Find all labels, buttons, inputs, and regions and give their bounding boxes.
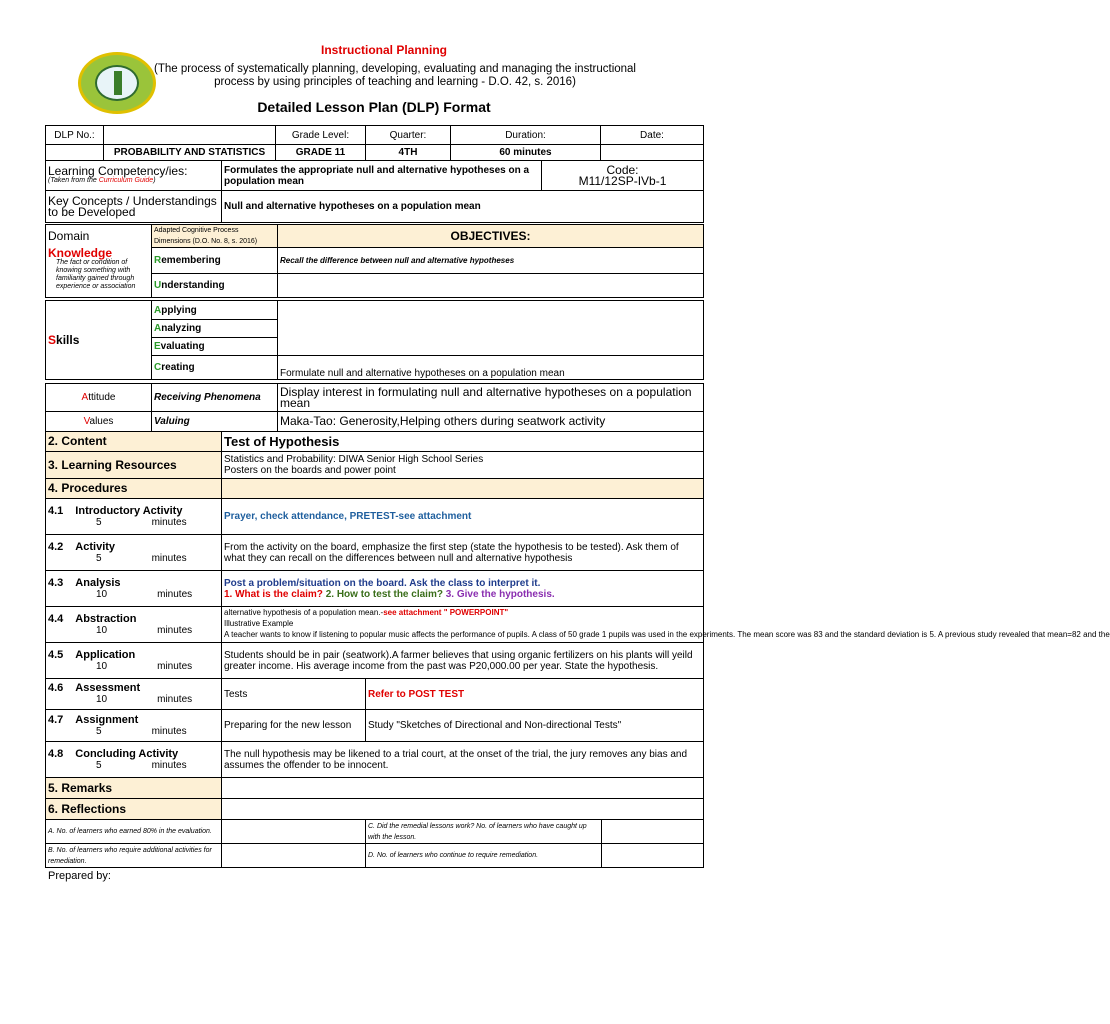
- knowledge-label: Knowledge: [48, 245, 113, 260]
- resources-label: 3. Learning Resources: [46, 452, 222, 479]
- remembering-objective: Recall the difference between null and alternative hypotheses: [278, 248, 704, 274]
- procedure-row-4-1: [46, 499, 704, 535]
- procedure-row-4-2: [46, 535, 704, 571]
- procedure-right-4-6: Refer to POST TEST: [366, 679, 704, 710]
- knowledge-table: [45, 224, 704, 298]
- competency-table: [45, 160, 704, 223]
- attitude-table: [45, 383, 704, 432]
- evaluating-label: Evaluating: [152, 338, 278, 356]
- dlp-no-label: DLP No.:: [46, 126, 104, 145]
- duration-label: Duration:: [451, 126, 601, 145]
- remembering-label: Remembering: [152, 248, 278, 274]
- subtitle-line-2: process by using principles of teaching and learning - D.O. 42, s. 2016): [214, 76, 576, 88]
- procedures-label: 4. Procedures: [46, 479, 222, 499]
- concepts-text: Null and alternative hypotheses on a population mean: [222, 191, 704, 223]
- reflections-field[interactable]: [222, 799, 704, 820]
- procedure-label-4-8: 4.8 Concluding Activity 5 minutes: [46, 742, 222, 778]
- procedure-row-4-4: [46, 607, 704, 643]
- quarter-value: 4TH: [366, 145, 451, 161]
- understanding-objective: [278, 274, 704, 298]
- procedure-text-4-4: alternative hypothesis of a population mean.-see attachment " POWERPOINT" Illustrative Example A teacher wants to know if listening to popular music affects the performance of pupils. A class of 50 grade 1 pupils was used in the experiments. The mean score was 83 and the standard deviation is 5. A previous study revealed that mean=82 and the: [222, 607, 704, 643]
- reflection-c-label: C. Did the remedial lessons work? No. of learners who have caught up with the lesson.: [366, 820, 602, 844]
- reflection-b-label: B. No. of learners who require additional activities for remediation.: [46, 844, 222, 868]
- procedure-label-4-7: 4.7 Assignment 5 minutes: [46, 710, 222, 742]
- procedure-text-4-8: The null hypothesis may be likened to a trial court, at the onset of the trial, the jury removes any bias and assumes the offender to be innocent.: [222, 742, 704, 778]
- date-label: Date:: [601, 126, 704, 145]
- domain-label: Domain: [46, 225, 152, 248]
- content-label: 2. Content: [46, 432, 222, 452]
- content-text: Test of Hypothesis: [222, 432, 704, 452]
- procedure-left-4-6: Tests: [222, 679, 366, 710]
- reflections-table: [45, 777, 704, 868]
- remarks-label: 5. Remarks: [46, 778, 222, 799]
- info-table: [45, 125, 704, 161]
- remarks-field[interactable]: [222, 778, 704, 799]
- procedure-row-4-7: [46, 710, 704, 742]
- date-value[interactable]: [601, 145, 704, 161]
- procedure-label-4-3: 4.3 Analysis 10 minutes: [46, 571, 222, 607]
- dlp-no-value[interactable]: [104, 126, 276, 145]
- page-subtitle: [130, 63, 660, 89]
- prepared-by-label: Prepared by:: [48, 870, 111, 882]
- resources-text: [222, 452, 704, 479]
- duration-value: 60 minutes: [451, 145, 601, 161]
- reflection-c-field[interactable]: [602, 820, 704, 844]
- procedure-row-4-3: [46, 571, 704, 607]
- knowledge-desc: The fact or condition of knowing something with familiarity gained through experience or association: [56, 258, 136, 290]
- attitude-level: Receiving Phenomena: [152, 384, 278, 412]
- page-title: Instructional Planning: [320, 43, 447, 57]
- quarter-label: Quarter:: [366, 126, 451, 145]
- skills-label: Skills: [46, 301, 152, 380]
- creating-label: Creating: [152, 356, 278, 380]
- procedure-label-4-6: 4.6 Assessment 10 minutes: [46, 679, 222, 710]
- reflection-a-field[interactable]: [222, 820, 366, 844]
- analyzing-label: Analyzing: [152, 320, 278, 338]
- competency-label: Learning Competency/ies:: [48, 164, 188, 178]
- code-value: M11/12SP-IVb-1: [578, 173, 667, 188]
- procedure-row-4-8: [46, 742, 704, 778]
- procedure-text-4-1: Prayer, check attendance, PRETEST-see attachment: [222, 499, 704, 535]
- knowledge-cell: [46, 245, 152, 298]
- values-label: Values: [46, 412, 152, 432]
- reflection-b-field[interactable]: [222, 844, 366, 868]
- procedure-row-4-5: [46, 643, 704, 679]
- competency-label-cell: [46, 161, 222, 191]
- reflection-a-label: A. No. of learners who earned 80% in the evaluation.: [46, 820, 222, 844]
- procedure-text-4-2: From the activity on the board, emphasize the first step (state the hypothesis to be tested). Ask them of what they can recall on the differences between null and alternative hypothesis: [222, 535, 704, 571]
- procedure-label-4-5: 4.5 Application 10 minutes: [46, 643, 222, 679]
- competency-text: Formulates the appropriate null and alternative hypotheses on a population mean: [222, 161, 542, 191]
- creating-objective: Formulate null and alternative hypotheses on a population mean: [278, 356, 704, 380]
- subject-value: PROBABILITY AND STATISTICS: [104, 145, 276, 161]
- procedure-row-4-6: [46, 679, 704, 710]
- procedure-label-4-4: 4.4 Abstraction 10 minutes: [46, 607, 222, 643]
- subject-blank: [46, 145, 104, 161]
- procedure-right-4-7: Study "Sketches of Directional and Non-directional Tests": [366, 710, 704, 742]
- code-label: Code:: [606, 162, 639, 177]
- attitude-objective: Display interest in formulating null and alternative hypotheses on a population mean: [278, 384, 704, 412]
- values-level: Valuing: [152, 412, 278, 432]
- skills-objective-blank: [278, 301, 704, 356]
- understanding-label: Understanding: [152, 274, 278, 298]
- reflection-d-label: D. No. of learners who continue to require remediation.: [366, 844, 602, 868]
- concepts-label: Key Concepts / Understandings to be Developed: [46, 191, 222, 223]
- resource-line-2: Posters on the boards and power point: [224, 465, 396, 476]
- content-table: [45, 431, 704, 499]
- objectives-label: OBJECTIVES:: [278, 225, 704, 248]
- procedure-label-4-2: 4.2 Activity 5 minutes: [46, 535, 222, 571]
- curriculum-guide-note: (Taken from the Curriculum Guide): [48, 177, 156, 184]
- seal-tree-icon: [114, 71, 122, 95]
- resource-line-1: Statistics and Probability: DIWA Senior High School Series: [224, 454, 484, 465]
- code-cell: [542, 161, 704, 191]
- acpd-label: Adapted Cognitive Process Dimensions (D.O. No. 8, s. 2016): [152, 225, 278, 248]
- procedures-table: [45, 498, 1110, 778]
- skills-table: [45, 300, 704, 380]
- reflections-label: 6. Reflections: [46, 799, 222, 820]
- subtitle-line-1: (The process of systematically planning, developing, evaluating and managing the instructional: [153, 63, 636, 75]
- procedure-left-4-7: Preparing for the new lesson: [222, 710, 366, 742]
- procedure-text-4-5: Students should be in pair (seatwork).A farmer believes that using organic fertilizers on his plants will yeild greater income. His average income from the past was P20,000.00 per year. State the hypothesis.: [222, 643, 704, 679]
- format-title: Detailed Lesson Plan (DLP) Format: [257, 99, 491, 115]
- values-objective: Maka-Tao: Generosity,Helping others during seatwork activity: [278, 412, 704, 432]
- grade-value: GRADE 11: [276, 145, 366, 161]
- procedure-text-4-3: Post a problem/situation on the board. Ask the class to interpret it. 1. What is the claim? 2. How to test the claim? 3. Give the hypothesis.: [222, 571, 704, 607]
- attitude-label: Attitude: [46, 384, 152, 412]
- procedures-header-blank: [222, 479, 704, 499]
- reflection-d-field[interactable]: [602, 844, 704, 868]
- grade-level-label: Grade Level:: [276, 126, 366, 145]
- applying-label: Applying: [152, 301, 278, 320]
- procedure-label-4-1: 4.1 Introductory Activity 5 minutes: [46, 499, 222, 535]
